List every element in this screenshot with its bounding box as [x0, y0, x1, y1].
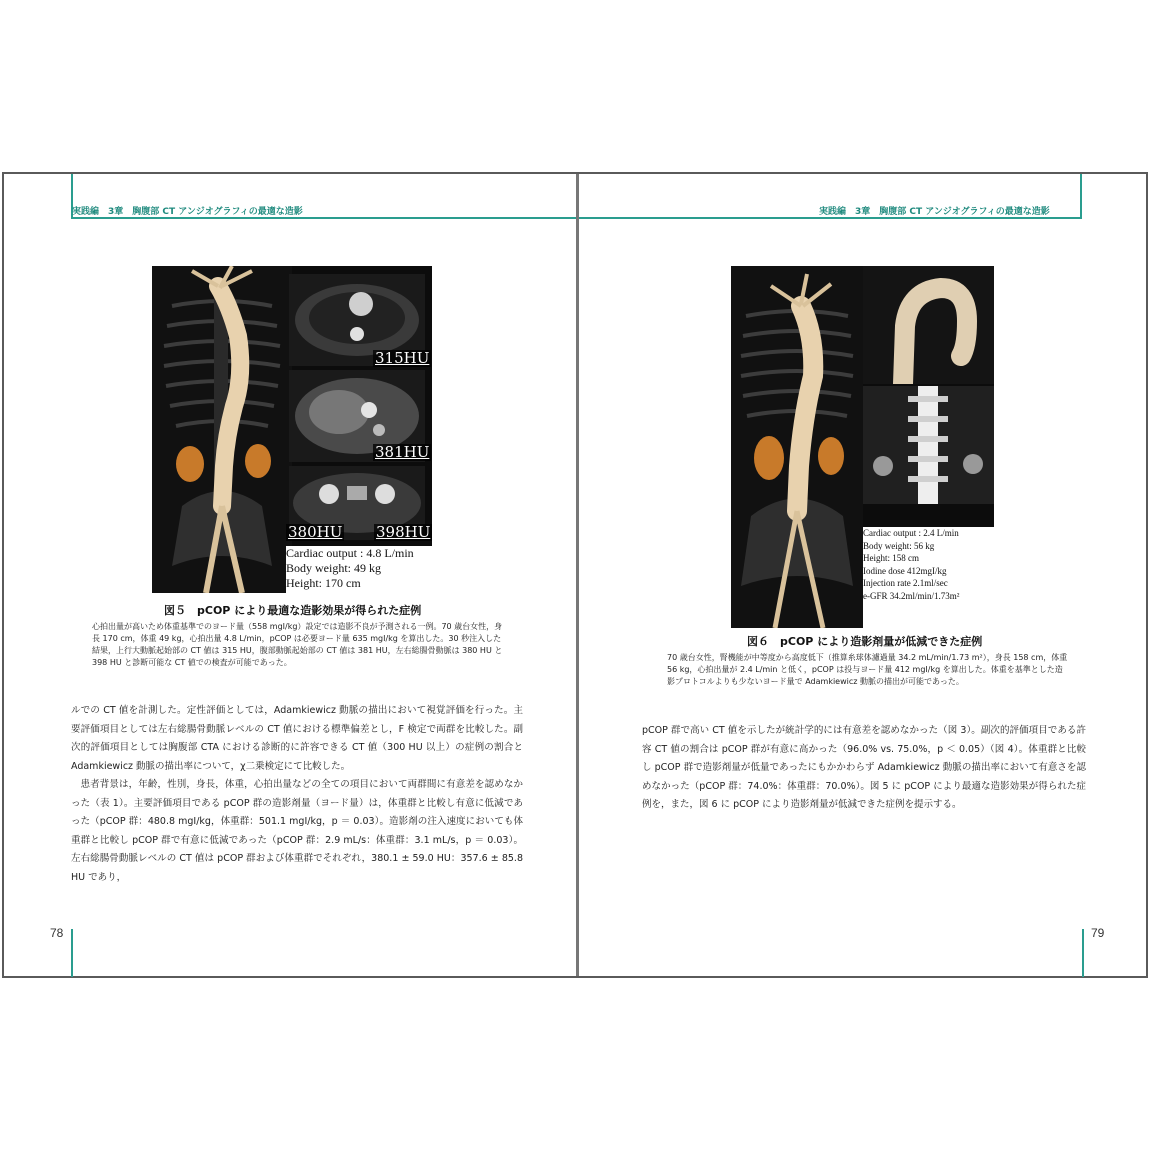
left-page-number: 78 — [50, 926, 64, 940]
left-header-rule — [71, 217, 576, 219]
right-page — [579, 174, 1148, 976]
info-line: Height: 158 cm — [863, 553, 919, 563]
left-page — [4, 174, 576, 976]
body-paragraph: ルでの CT 値を計測した。定性評価としては，Adamkiewicz 動脈の描出において視覚評価を行った。主要評価項目としては左右総腸骨動脈レベルの CT 値における標準偏差とし，F 検定で両群を比較した。副次的評価項目としては胸腹部 CTA における診断的に許容できる CT 値（300 HU 以上）の症例の割合と Adamkiewicz 動脈の描出率について，χ二乗検定にて比較した。 — [71, 705, 523, 772]
info-line: Body weight: 49 kg — [286, 561, 381, 575]
info-line: Injection rate 2.1ml/sec — [863, 578, 948, 588]
right-header-rule-vertical — [1080, 174, 1082, 219]
hu-label-1: 315HU — [375, 349, 430, 367]
figure-6-patient-info — [863, 527, 994, 628]
right-body-text — [642, 722, 1086, 815]
figure-5-patient-info — [286, 546, 432, 593]
hu-label-4: 398HU — [376, 523, 431, 541]
figure-6-description: 70 歳台女性，腎機能が中等度から高度低下（推算糸球体濾過量 34.2 mL/min/1.73 m²），身長 158 cm，体重 56 kg，心拍出量が 2.4 L/min と低く，pCOP は投与ヨード量 412 mgI/kg を算出した。体重を基準とした造影プロトコルよりも少ないヨード量で Adamkiewicz 動脈の描出が可能であった。 — [667, 653, 1068, 686]
figure-5-caption: 図５ pCOP により最適な造影効果が得られた症例 — [164, 604, 422, 617]
figure-6-caption: 図６ pCOP により造影剤量が低減できた症例 — [747, 635, 983, 648]
info-line: Cardiac output : 2.4 L/min — [863, 528, 959, 538]
info-line: Body weight: 56 kg — [863, 540, 935, 551]
book-spread — [2, 172, 1148, 978]
hu-label-3: 380HU — [288, 523, 343, 541]
right-running-title: 実践編 3章 胸腹部 CT アンジオグラフィの最適な造影 — [819, 207, 1050, 217]
coronal-ct-spine — [863, 386, 994, 504]
left-running-title: 実践編 3章 胸腹部 CT アンジオグラフィの最適な造影 — [72, 207, 303, 217]
info-line: e-GFR 34.2ml/min/1.73m² — [863, 590, 960, 601]
figure-6-image — [731, 266, 994, 628]
figure-5-image — [152, 266, 432, 593]
left-footer-rule — [71, 929, 73, 977]
hu-label-2: 381HU — [375, 443, 430, 461]
right-page-number: 79 — [1091, 926, 1105, 940]
figure-5-description: 心拍出量が高いため体重基準でのヨード量（558 mgI/kg）設定では造影不良が予測される一例。70 歳台女性，身長 170 cm，体重 49 kg，心拍出量 4.8 L/min，pCOP は必要ヨード量 635 mgI/kg を算出した。30 秒注入した結果，上行大動脈起始部の CT 値は 315 HU，腹部動脈起始部の CT 値は 381 HU，左右総腸骨動脈は 380 HU と 398 HU と診断可能な CT 値での検査が可能であった。 — [92, 622, 503, 667]
info-line: Cardiac output : 4.8 L/min — [286, 546, 414, 560]
info-line: Iodine dose 412mgI/kg — [863, 565, 947, 576]
right-header-rule — [579, 217, 1082, 219]
info-line: Height: 170 cm — [286, 576, 361, 590]
aortic-arch-render — [863, 266, 994, 384]
body-paragraph: 患者背景は，年齢，性別，身長，体重，心拍出量などの全ての項目において両群間に有意差を認めなかった（表 1）。主要評価項目である pCOP 群の造影剤量（ヨード量）は，体重群と比較し有意に低減であった（pCOP 群：480.8 mgI/kg，体重群：501.1 mgI/kg，p ＝ 0.03）。造影剤の注入速度においても体重群と比較し pCOP 群で有意に低減であった（pCOP 群：2.9 mL/s：体重群：3.1 mL/s，p ＝ 0.03）。左右総腸骨動脈レベルの CT 値は pCOP 群および体重群でそれぞれ，380.1 ± 59.0 HU：357.6 ± 85.8 HU であり， — [71, 779, 523, 883]
left-body-text — [71, 702, 523, 887]
body-paragraph: pCOP 群で高い CT 値を示したが統計学的には有意差を認めなかった（図 3）。副次的評価項目である許容 CT 値の割合は pCOP 群が有意に高かった（96.0% vs. 75.0%，p ＜ 0.05）（図 4）。体重群と比較し pCOP 群で造影剤量が低量であったにもかかわらず Adamkiewicz 動脈の描出率において有意さを認めなかった（pCOP 群：74.0%：体重群：70.0%）。図 5 に pCOP により最適な造影効果が得られた症例を，また，図 6 に pCOP により造影剤量が低減できた症例を提示する。 — [642, 725, 1086, 810]
right-footer-rule — [1082, 929, 1084, 977]
